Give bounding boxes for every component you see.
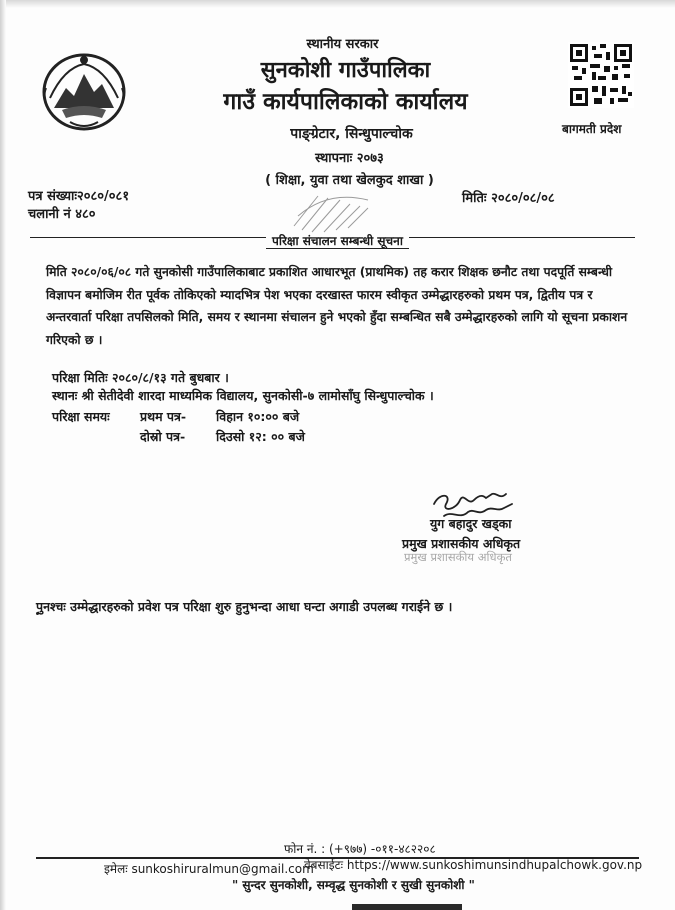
municipality-name: सुनकोशी गाउँपालिका bbox=[260, 58, 431, 83]
signatory-title: प्रमुख प्रशासकीय अधिकृत bbox=[402, 536, 521, 551]
first-paper-label: प्रथम पत्र- bbox=[140, 409, 187, 424]
province-name: बागमती प्रदेश bbox=[562, 122, 622, 136]
letter-number: पत्र संख्याः२०८०/०८१ bbox=[28, 189, 130, 204]
signatory-name: युग बहादुर खड्का bbox=[430, 516, 512, 531]
postscript-note: पुनश्चः उम्मेद्धारहरुको प्रवेश पत्र परिक्षा शुरु हुनुभन्दा आधा घन्टा अगाडी उपलब्ध गराईने छ । bbox=[36, 599, 453, 614]
established-year: स्थापनाः २०७३ bbox=[315, 151, 384, 166]
letter-date: मितिः २०८०/०८/०८ bbox=[462, 191, 555, 206]
footer-website: वेबसाईटः https://www.sunkoshimunsindhupalchowk.gov.np bbox=[304, 858, 643, 872]
first-paper-time: विहान १०:०० बजे bbox=[216, 409, 300, 424]
office-name: गाउँ कार्यपालिकाको कार्यालय bbox=[223, 89, 468, 115]
government-level: स्थानीय सरकार bbox=[306, 37, 379, 52]
subject-text: परिक्षा संचालन सम्बन्धी सूचना bbox=[266, 234, 409, 249]
exam-date: परिक्षा मितिः २०८०/८/१३ गते बुधबार । bbox=[52, 370, 229, 385]
footer-slogan: " सुन्दर सुनकोशी, सम्वृद्ध सुनकोशी र सुखी सुनकोशी " bbox=[232, 878, 475, 892]
second-paper-label: दोस्रो पत्र- bbox=[140, 429, 186, 444]
footer-phone: फोन नं. : (+९७७) -०११-४८२२०८ bbox=[284, 842, 436, 856]
second-paper-time: दिउसो १२: ०० बजे bbox=[216, 429, 305, 444]
notice-body: मिति २०८०/०६/०८ गते सुनकोसी गाउँपालिकाबाट प्रकाशित आधारभूत (प्राथमिक) तह करार शिक्षक छनौट तथा पदपूर्ति सम्बन्धी विज्ञापन बमोजिम रीत पूर्वक तोकिएको म्यादभित्र पेश भएका दरखास्त फारम स्वीकृत उम्मेद्धारहरुको प्रथम पत्र, द्वितीय पत्र र अन्तरवार्ता परिक्षा तपसिलको मिति, समय र स्थानमा संचालन हुने भएको हुँदा सम्बन्धित सबै उम्मेद्धारहरुको लागि यो सूचना प्रकाशन गरिएको छ । bbox=[46, 265, 628, 347]
notice-subject bbox=[0, 232, 675, 249]
branch-name: ( शिक्षा, युवा तथा खेलकुद शाखा ) bbox=[265, 173, 434, 188]
exam-venue: स्थानः श्री सेतीदेवी शारदा माध्यमिक विद्यालय, सुनकोसी-७ लामोसाँघु सिन्धुपाल्चोक । bbox=[52, 388, 434, 403]
footer-email: इमेलः sunkoshiruralmun@gmail.com bbox=[104, 862, 314, 876]
page-bottom-mark bbox=[352, 904, 462, 910]
office-stamp-icon bbox=[288, 186, 376, 236]
dispatch-number: चलानी नं ४८० bbox=[28, 207, 96, 222]
signatory-title-stamp: प्रमुख प्रशासकीय अधिकृत bbox=[404, 550, 512, 564]
exam-time-label: परिक्षा समयः bbox=[52, 409, 110, 424]
page-edge-shadow-top bbox=[0, 0, 675, 8]
office-address: पाङ्ग्रेटार, सिन्धुपाल्चोक bbox=[290, 126, 413, 142]
